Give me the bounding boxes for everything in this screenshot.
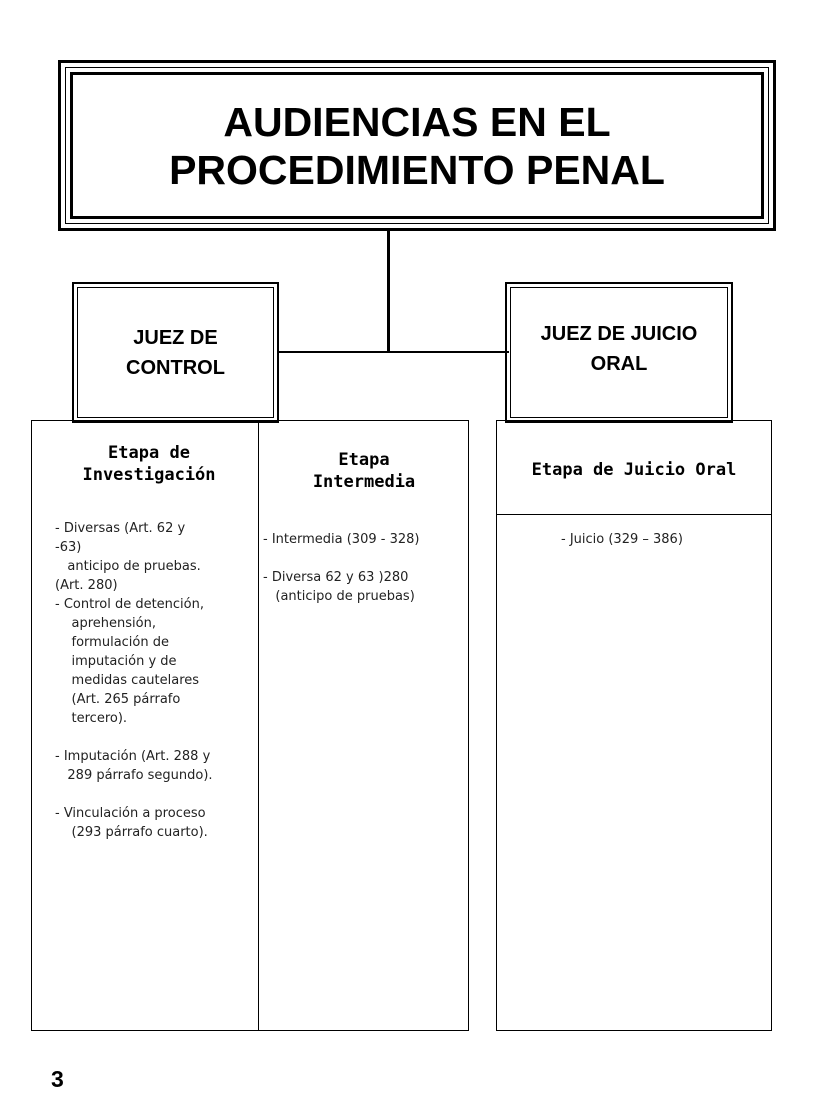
judge-box-control: [72, 282, 279, 423]
stage-intermedia-line-2: Intermedia: [312, 472, 416, 492]
title-box-inner: [70, 72, 764, 219]
list-item: - Intermedia (309 - 328): [263, 532, 420, 547]
title-line-1: AUDIENCIAS EN EL: [223, 98, 611, 145]
stage-title-intermedia: [259, 449, 469, 493]
list-item: - Diversas (Art. 62 y: [55, 521, 186, 536]
stage-intermedia-line-1: Etapa: [338, 450, 390, 470]
connector-vertical: [387, 231, 390, 352]
list-item: [263, 549, 468, 568]
judge-box-oral: [505, 282, 733, 423]
panel-oral-stage: [496, 420, 772, 1031]
judge-label-control: [126, 323, 225, 383]
title-line-2: PROCEDIMIENTO PENAL: [169, 146, 665, 193]
stage-investigacion-line-1: Etapa de: [108, 443, 190, 463]
list-item: - Juicio (329 – 386): [561, 532, 683, 547]
list-item: 289 párrafo segundo).: [55, 768, 213, 783]
judge-oral-line-1: JUEZ DE JUICIO: [540, 322, 698, 345]
judge-oral-line-2: ORAL: [590, 352, 648, 375]
judge-label-oral: [541, 319, 698, 379]
diagram-title: [169, 98, 665, 194]
connector-horizontal: [277, 351, 509, 353]
list-juicio-oral: [561, 530, 766, 549]
list-item: tercero).: [55, 711, 128, 726]
panel-divider: [258, 420, 259, 1031]
list-item: (293 párrafo cuarto).: [55, 825, 208, 840]
list-item: imputación y de: [55, 654, 177, 669]
list-item: (anticipo de pruebas): [263, 589, 415, 604]
list-item: - Imputación (Art. 288 y: [55, 749, 211, 764]
stage-investigacion-line-2: Investigación: [82, 465, 216, 485]
list-item: aprehensión,: [55, 616, 156, 631]
title-box: [58, 60, 776, 231]
stage-title-investigacion: [36, 442, 262, 486]
list-item: (Art. 265 párrafo: [55, 692, 181, 707]
title-box-mid-border: [65, 67, 769, 224]
list-item: anticipo de pruebas.: [55, 559, 201, 574]
page-number: 3: [51, 1066, 64, 1092]
list-item: - Diversa 62 y 63 )280: [263, 570, 409, 585]
list-item: medidas cautelares: [55, 673, 200, 688]
panel-oral-header-divider: [496, 514, 772, 515]
judge-control-line-2: CONTROL: [126, 356, 225, 379]
stage-title-juicio-oral: [497, 459, 771, 481]
list-intermedia: [263, 530, 468, 606]
list-item: - Vinculación a proceso: [55, 806, 206, 821]
list-item: [55, 785, 258, 804]
list-item: - Control de detención,: [55, 597, 204, 612]
stage-juicio-oral-line-1: Etapa de Juicio Oral: [531, 460, 737, 480]
list-item: (Art. 280): [55, 578, 118, 593]
list-item: formulación de: [55, 635, 169, 650]
list-item: -63): [55, 540, 82, 555]
list-investigacion: [55, 519, 258, 842]
list-item: [55, 728, 258, 747]
judge-control-line-1: JUEZ DE: [133, 326, 218, 349]
